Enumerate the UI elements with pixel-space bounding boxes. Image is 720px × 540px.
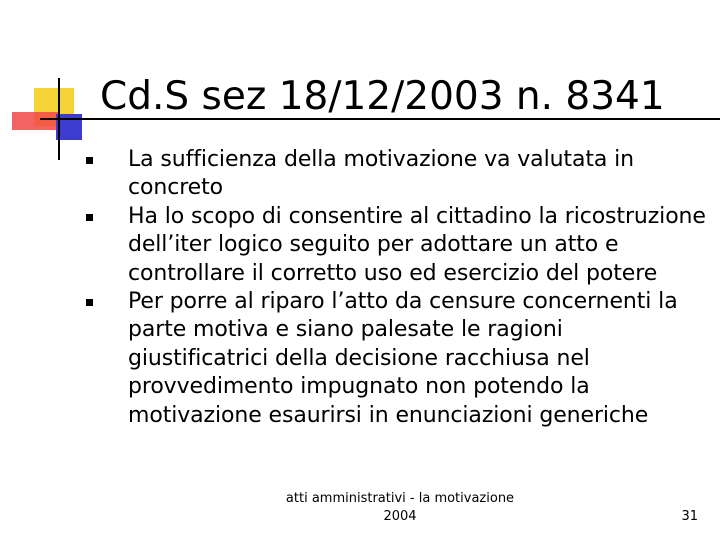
slide-logo — [0, 0, 110, 170]
bullet-square-icon — [86, 157, 93, 164]
bullet-square-icon — [86, 214, 93, 221]
bullet-text: Per porre al riparo l’atto da censure concernenti la parte motiva e siano palesate le ragioni giustificatrici della decisione racchiusa nel provvedimento impugnato non potendo la motivazione esaurirsi in enunciazioni generiche — [128, 289, 678, 428]
footer-year: 2004 — [383, 509, 417, 524]
bullet-square-icon — [86, 299, 93, 306]
slide-footer — [250, 490, 550, 526]
bullet-item — [86, 288, 706, 430]
page-number: 31 — [681, 509, 698, 524]
bullet-item — [86, 203, 706, 288]
bullet-text: La sufficienza della motivazione va valutata in concreto — [128, 147, 634, 201]
logo-red-square — [12, 112, 60, 130]
bullet-list — [86, 146, 706, 430]
footer-caption: atti amministrativi - la motivazione — [285, 491, 515, 506]
slide-title: Cd.S sez 18/12/2003 n. 8341 — [100, 74, 665, 119]
bullet-text: Ha lo scopo di consentire al cittadino la ricostruzione dell’iter logico seguito per adottare un atto e controllare il corretto uso ed esercizio del potere — [128, 203, 706, 286]
bullet-item — [86, 146, 706, 203]
